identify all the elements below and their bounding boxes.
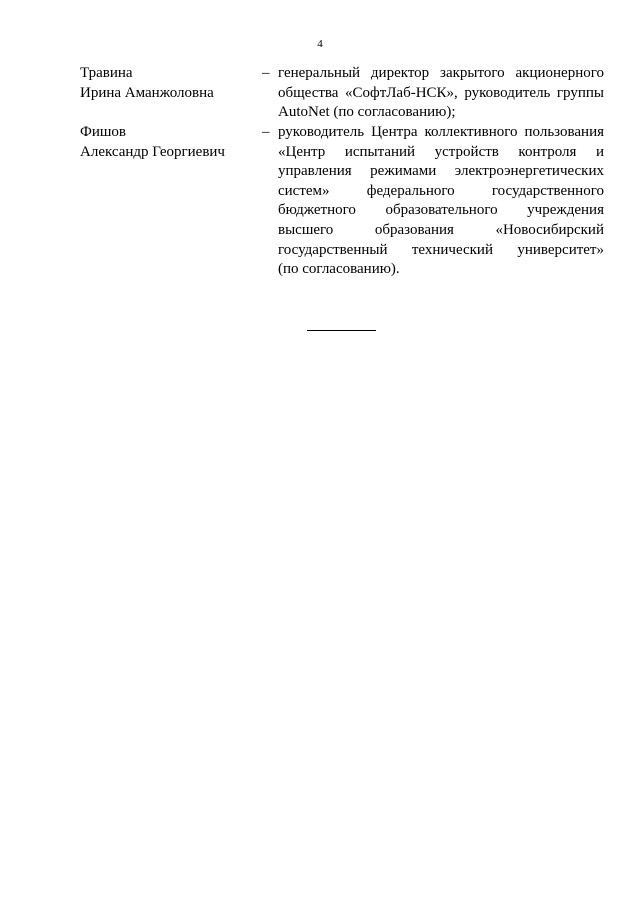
description-line: бюджетного образовательного учреждения [278, 202, 604, 219]
description-line: «Центр испытаний устройств контроля и [278, 143, 604, 160]
description-line: (по согласованию). [278, 261, 400, 278]
member-given-names: Александр Георгиевич [80, 143, 225, 160]
description-line: высшего образования «Новосибирский [278, 221, 604, 238]
description-line: систем» федерального государственного [278, 182, 604, 199]
description-line: руководитель Центра коллективного пользования [278, 124, 604, 140]
separator-dash: – [262, 124, 270, 140]
description-line: AutoNet (по согласованию); [278, 104, 456, 121]
description-line: генеральный директор закрытого акционерного [278, 65, 604, 81]
member-given-names: Ирина Аманжоловна [80, 84, 214, 101]
member-name [80, 123, 258, 162]
member-surname: Фишов [80, 124, 127, 140]
separator-dash: – [262, 65, 270, 81]
member-surname: Травина [80, 65, 133, 81]
end-rule [307, 330, 376, 331]
description-line: управления режимами электроэнергетических [278, 163, 604, 180]
page-number: 4 [317, 38, 323, 50]
member-description [278, 123, 604, 280]
description-line: государственный технический университет» [278, 241, 604, 258]
member-name [80, 64, 258, 103]
description-line: общества «СофтЛаб-НСК», руководитель группы [278, 84, 604, 101]
member-description [278, 64, 604, 123]
